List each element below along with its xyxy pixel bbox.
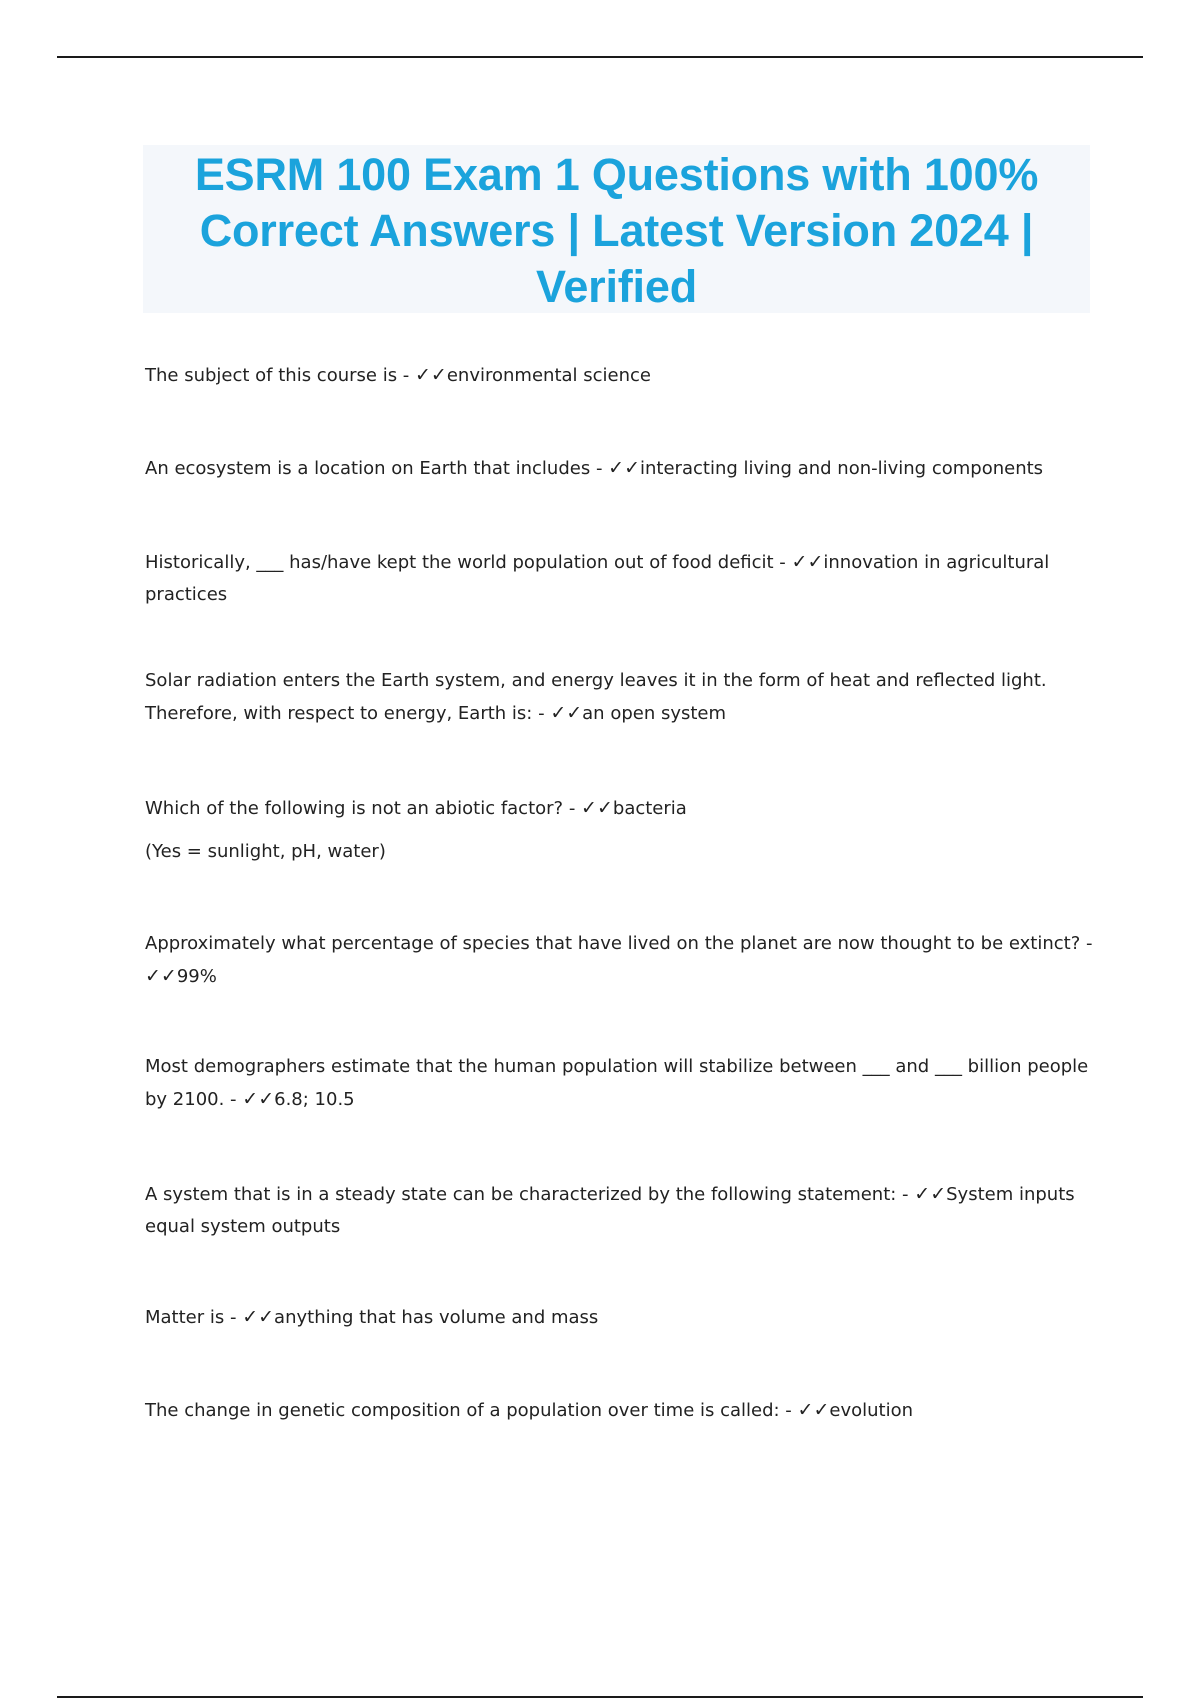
double-check-icon: ✓✓ <box>242 1088 275 1110</box>
question-text: Historically, ___ has/have kept the world population out of food deficit - <box>145 552 792 573</box>
question-text: A system that is in a steady state can be characterized by the following statement: - <box>145 1184 915 1205</box>
question-text: The subject of this course is - <box>145 365 416 386</box>
qa-item-8 <box>145 1178 1105 1243</box>
qa-item-5 <box>145 792 1105 825</box>
qa-item-9 <box>145 1301 1105 1334</box>
question-text: Solar radiation enters the Earth system, and energy leaves it in the form of heat and reflected light. Therefore, with respect to energy, Earth is: - <box>145 670 1047 724</box>
title-banner <box>143 145 1090 313</box>
qa-item-1 <box>145 359 1105 392</box>
answer-text: 6.8; 10.5 <box>274 1089 355 1110</box>
double-check-icon: ✓✓ <box>415 364 447 386</box>
double-check-icon: ✓✓ <box>608 457 641 479</box>
answer-text: bacteria <box>612 798 687 819</box>
qa-item-7 <box>145 1051 1105 1116</box>
question-text: Approximately what percentage of species that have lived on the planet are now thought to be extinct? - <box>145 933 1093 954</box>
qa-item-6 <box>145 928 1105 993</box>
double-check-icon: ✓✓ <box>242 1306 275 1328</box>
top-rule <box>57 56 1143 58</box>
double-check-icon: ✓✓ <box>797 1399 830 1421</box>
double-check-icon: ✓✓ <box>914 1183 947 1205</box>
qa-item-2 <box>145 452 1105 485</box>
double-check-icon: ✓✓ <box>791 551 824 573</box>
answer-text: environmental science <box>446 365 651 386</box>
answer-text: 99% <box>176 966 217 987</box>
question-text: An ecosystem is a location on Earth that includes - <box>145 458 609 479</box>
qa-item-3 <box>145 546 1105 611</box>
question-text: Matter is - <box>145 1307 243 1328</box>
answer-text: interacting living and non-living components <box>640 458 1044 479</box>
qa-item-4 <box>145 665 1105 730</box>
double-check-icon: ✓✓ <box>145 965 177 987</box>
bottom-rule <box>57 1696 1143 1698</box>
question-text: Most demographers estimate that the human population will stabilize between ___ and ___ billion people by 2100. - <box>145 1056 1089 1110</box>
answer-text: innovation in agricultural practices <box>145 552 1050 605</box>
qa-item-5-note: (Yes = sunlight, pH, water) <box>145 841 386 862</box>
answer-text: anything that has volume and mass <box>274 1307 599 1328</box>
double-check-icon: ✓✓ <box>550 702 583 724</box>
document-title: ESRM 100 Exam 1 Questions with 100% Correct Answers | Latest Version 2024 | Verified <box>194 149 1039 312</box>
qa-item-10 <box>145 1394 1105 1427</box>
double-check-icon: ✓✓ <box>581 797 613 819</box>
answer-text: an open system <box>582 703 727 724</box>
answer-text: System inputs equal system outputs <box>145 1184 1075 1237</box>
question-text: The change in genetic composition of a population over time is called: - <box>145 1400 798 1421</box>
answer-text: evolution <box>829 1400 914 1421</box>
question-text: Which of the following is not an abiotic factor? - <box>145 798 582 819</box>
